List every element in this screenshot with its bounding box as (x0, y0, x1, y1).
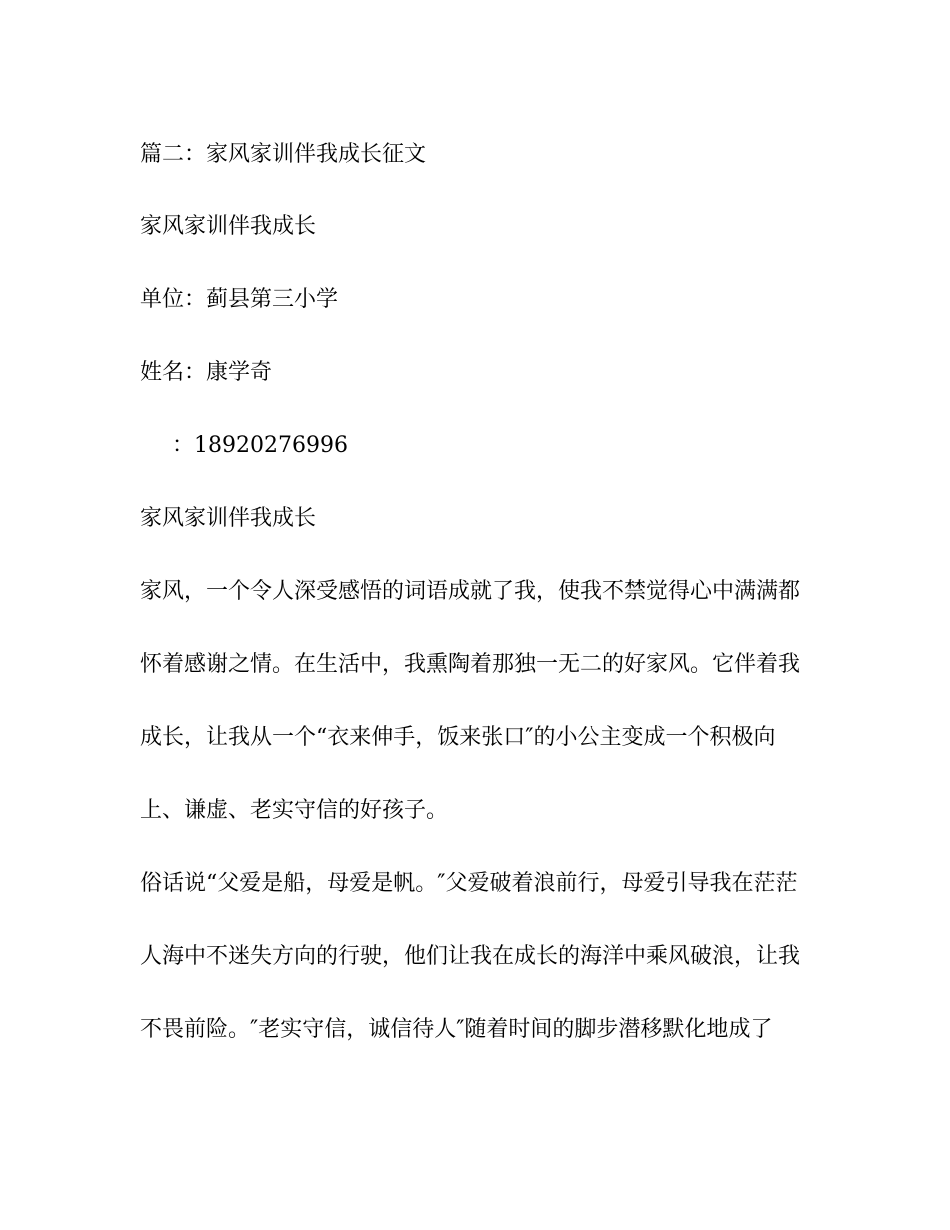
phone-line: ：18920276996 (172, 433, 348, 458)
name-line: 姓名：康学奇 (140, 360, 273, 385)
unit-line: 单位：蓟县第三小学 (140, 287, 339, 312)
essay-title: 家风家训伴我成长 (140, 214, 317, 239)
essay-title-repeat: 家风家训伴我成长 (140, 506, 317, 531)
paragraph-1-line-2: 怀着感谢之情。在生活中，我熏陶着那独一无二的好家风。它伴着我 (140, 652, 801, 677)
paragraph-2-line-1: 俗话说“父爱是船，母爱是帆。″父爱破着浪前行，母爱引导我在茫茫 (140, 871, 798, 896)
paragraph-2-line-3: 不畏前险。″老实守信，诚信待人″随着时间的脚步潜移默化地成了 (140, 1017, 773, 1042)
paragraph-2-line-2: 人海中不迷失方向的行驶，他们让我在成长的海洋中乘风破浪，让我 (140, 944, 801, 969)
paragraph-1-line-3: 成长，让我从一个“衣来伸手，饭来张口″的小公主变成一个积极向 (140, 725, 776, 750)
paragraph-1-line-4: 上、谦虚、老实守信的好孩子。 (140, 798, 449, 823)
paragraph-1-line-1: 家风，一个令人深受感悟的词语成就了我，使我不禁觉得心中满满都 (140, 579, 801, 604)
section-heading: 篇二：家风家训伴我成长征文 (140, 142, 427, 167)
